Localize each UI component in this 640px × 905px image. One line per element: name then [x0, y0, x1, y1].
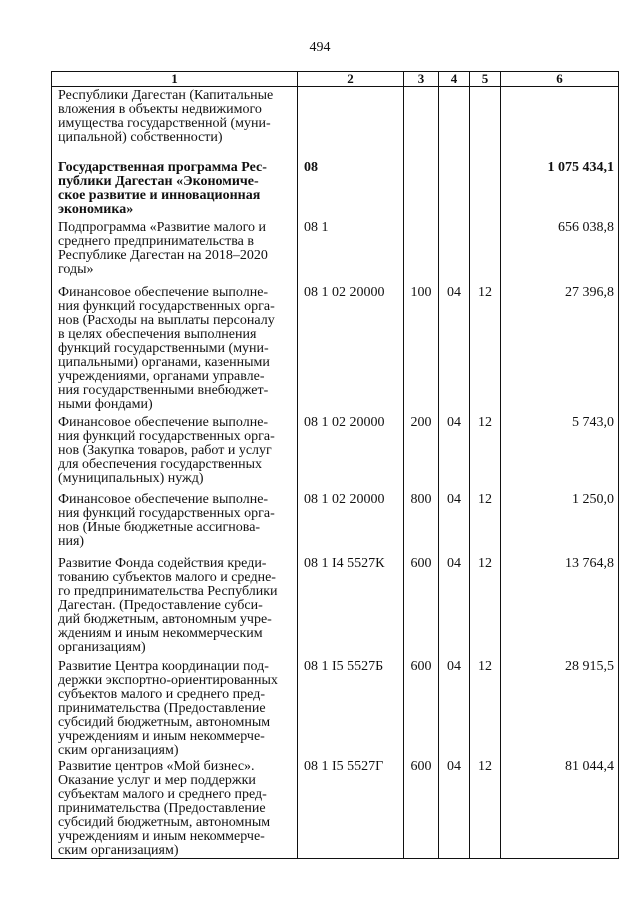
row-name-line: ским организациям) — [58, 742, 179, 758]
row-subsection-cell: 12 — [470, 658, 501, 758]
row-section-cell: 04 — [439, 658, 470, 758]
row-name-line: субсидий бюджетным, автономным — [58, 714, 271, 730]
row-name-cell — [52, 284, 298, 414]
row-name-line: держки экспортно-ориентированных — [58, 672, 278, 688]
row-name-line: ния функций государственных орга- — [58, 505, 275, 521]
page-number: 494 — [309, 40, 331, 55]
row-name-line: организациям) — [58, 639, 146, 655]
row-name-line: среднего предпринимательства в — [58, 233, 254, 249]
row-code-cell: 08 1 02 20000 — [298, 414, 404, 491]
row-expense-type-cell: 200 — [404, 414, 439, 491]
row-name-line: функций государственными (муни- — [58, 340, 269, 356]
header-col-6: 6 — [501, 72, 619, 87]
row-name-line: имущества государственной (муни- — [58, 116, 271, 131]
table-row — [52, 555, 619, 658]
row-name-cell — [52, 159, 298, 219]
row-name-line: субсидий бюджетным, автономным — [58, 814, 271, 830]
row-amount-cell: 5 743,0 — [501, 414, 619, 491]
row-name-line: учреждениям и иным некоммерче- — [58, 728, 265, 744]
row-amount-cell — [501, 87, 619, 159]
table-row — [52, 414, 619, 491]
row-name-line: ское развитие и инновационная — [58, 187, 261, 203]
row-name-line: учреждениями, органами управле- — [58, 368, 265, 384]
row-name-cell — [52, 555, 298, 658]
row-expense-type-cell: 800 — [404, 491, 439, 555]
row-section-cell: 04 — [439, 758, 470, 859]
row-name-line: Развитие Центра координации под- — [58, 658, 269, 674]
row-name-line: вложения в объекты недвижимого — [58, 102, 262, 117]
row-name-line: Финансовое обеспечение выполне- — [58, 414, 269, 430]
row-name-line: ными фондами) — [58, 396, 153, 412]
row-name-cell — [52, 414, 298, 491]
row-name-line: Оказание услуг и мер поддержки — [58, 772, 256, 788]
table-body — [52, 87, 619, 859]
table-row — [52, 87, 619, 159]
table-row — [52, 491, 619, 555]
row-code-cell: 08 1 02 20000 — [298, 491, 404, 555]
row-expense-type-cell: 600 — [404, 555, 439, 658]
header-col-2: 2 — [298, 72, 404, 87]
row-name-line: публики Дагестан «Экономиче- — [58, 173, 259, 189]
row-name-line: субъектов малого и среднего пред- — [58, 686, 265, 702]
row-name-line: принимательства (Предоставление — [58, 700, 266, 716]
row-code-cell: 08 1 I5 5527Б — [298, 658, 404, 758]
row-subsection-cell — [470, 219, 501, 284]
row-name-line: ским организациям) — [58, 842, 179, 858]
row-code-cell — [298, 87, 404, 159]
row-name-line: Финансовое обеспечение выполне- — [58, 284, 269, 300]
row-expense-type-cell: 600 — [404, 758, 439, 859]
row-name-line: тованию субъектов малого и средне- — [58, 569, 276, 585]
table-row — [52, 758, 619, 859]
row-amount-cell: 1 250,0 — [501, 491, 619, 555]
row-code-cell: 08 1 02 20000 — [298, 284, 404, 414]
row-name-line: в целях обеспечения выполнения — [58, 326, 257, 342]
row-name-line: дий бюджетным, автономным учре- — [58, 611, 272, 627]
row-name-cell — [52, 491, 298, 555]
row-name-line: ния функций государственных орга- — [58, 298, 275, 314]
row-name-line: нов (Закупка товаров, работ и услуг — [58, 442, 272, 458]
row-subsection-cell: 12 — [470, 491, 501, 555]
row-amount-cell: 656 038,8 — [501, 219, 619, 284]
row-code-cell: 08 — [298, 159, 404, 219]
row-section-cell: 04 — [439, 491, 470, 555]
table-row — [52, 219, 619, 284]
row-expense-type-cell — [404, 219, 439, 284]
row-name-cell — [52, 658, 298, 758]
row-name-line: Государственная программа Рес- — [58, 159, 267, 175]
row-name-line: Республики Дагестан (Капитальные — [58, 88, 274, 103]
row-name-line: субъектам малого и среднего пред- — [58, 786, 267, 802]
row-name-cell — [52, 87, 298, 159]
row-name-line: для обеспечения государственных — [58, 456, 262, 472]
row-name-line: ципальными) органами, казенными — [58, 354, 270, 370]
header-col-4: 4 — [439, 72, 470, 87]
row-subsection-cell: 12 — [470, 284, 501, 414]
row-name-line: годы» — [58, 261, 94, 277]
row-subsection-cell — [470, 159, 501, 219]
header-col-3: 3 — [404, 72, 439, 87]
header-row — [52, 72, 619, 87]
row-name-cell — [52, 219, 298, 284]
row-section-cell: 04 — [439, 284, 470, 414]
row-name-line: принимательства (Предоставление — [58, 800, 266, 816]
table-row — [52, 159, 619, 219]
row-name-line: Развитие Фонда содействия креди- — [58, 555, 267, 571]
row-amount-cell: 1 075 434,1 — [501, 159, 619, 219]
row-expense-type-cell — [404, 87, 439, 159]
table-row — [52, 284, 619, 414]
row-name-line: экономика» — [58, 201, 134, 217]
row-section-cell — [439, 219, 470, 284]
row-name-line: (муниципальных) нужд) — [58, 470, 204, 486]
row-code-cell: 08 1 — [298, 219, 404, 284]
row-subsection-cell: 12 — [470, 758, 501, 859]
header-col-5: 5 — [470, 72, 501, 87]
row-amount-cell: 27 396,8 — [501, 284, 619, 414]
row-name-line: Подпрограмма «Развитие малого и — [58, 219, 267, 235]
row-name-line: Дагестан. (Предоставление субси- — [58, 597, 263, 613]
row-subsection-cell: 12 — [470, 414, 501, 491]
row-name-line: го предпринимательства Республики — [58, 583, 278, 599]
row-subsection-cell — [470, 87, 501, 159]
row-code-cell: 08 1 I5 5527Г — [298, 758, 404, 859]
row-section-cell — [439, 159, 470, 219]
budget-table — [51, 71, 619, 859]
table-row — [52, 658, 619, 758]
row-expense-type-cell: 600 — [404, 658, 439, 758]
row-name-line: учреждениям и иным некоммерче- — [58, 828, 265, 844]
row-name-line: ципальной) собственности) — [58, 130, 223, 145]
row-subsection-cell: 12 — [470, 555, 501, 658]
header-col-1: 1 — [52, 72, 298, 87]
row-name-cell — [52, 758, 298, 859]
row-name-line: ния) — [58, 533, 85, 549]
row-amount-cell: 28 915,5 — [501, 658, 619, 758]
row-name-line: нов (Иные бюджетные ассигнова- — [58, 519, 261, 535]
row-name-line: ния государственными внебюджет- — [58, 382, 269, 398]
row-name-line: Развитие центров «Мой бизнес». — [58, 758, 255, 774]
row-section-cell: 04 — [439, 555, 470, 658]
row-code-cell: 08 1 I4 5527К — [298, 555, 404, 658]
row-amount-cell: 81 044,4 — [501, 758, 619, 859]
row-name-line: Республике Дагестан на 2018–2020 — [58, 247, 268, 263]
row-expense-type-cell: 100 — [404, 284, 439, 414]
row-name-line: нов (Расходы на выплаты персоналу — [58, 312, 275, 328]
row-expense-type-cell — [404, 159, 439, 219]
row-section-cell — [439, 87, 470, 159]
row-name-line: Финансовое обеспечение выполне- — [58, 491, 269, 507]
row-name-line: ния функций государственных орга- — [58, 428, 275, 444]
row-name-line: ждениям и иным некоммерческим — [58, 625, 263, 641]
row-amount-cell: 13 764,8 — [501, 555, 619, 658]
row-section-cell: 04 — [439, 414, 470, 491]
